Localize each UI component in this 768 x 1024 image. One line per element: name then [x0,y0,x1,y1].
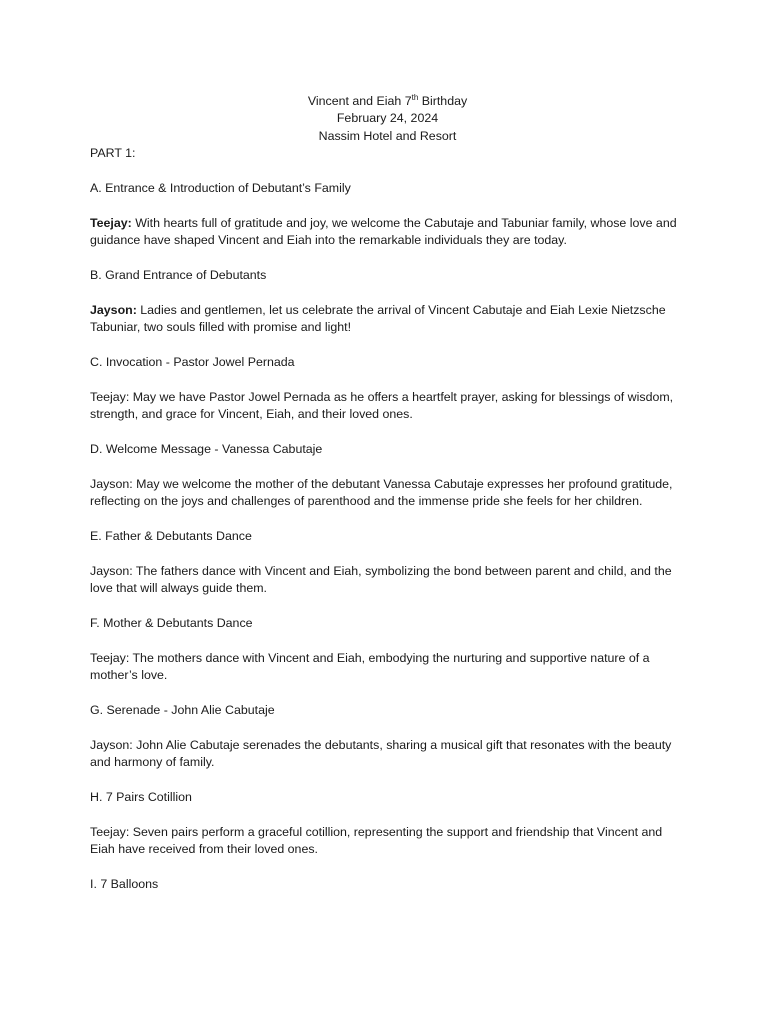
section-script-a [90,215,685,250]
section-heading-d: D. Welcome Message - Vanessa Cabutaje [90,442,323,457]
script-text: Seven pairs perform a graceful cotillion, representing the support and friendship that Vincent and Eiah have received from their loved ones. [90,824,663,857]
section-heading-h: H. 7 Pairs Cotillion [90,790,192,805]
section-heading-a: A. Entrance & Introduction of Debutant’s Family [90,181,351,196]
section-script-c [90,389,685,424]
section-script-g [90,737,685,772]
part-label: PART 1: [90,146,136,161]
script-text: May we welcome the mother of the debutant Vanessa Cabutaje expresses her profound gratitude, reflecting on the joys and challenges of parenthood and the immense pride she feels for her children. [90,476,673,509]
script-text: With hearts full of gratitude and joy, we welcome the Cabutaje and Tabuniar family, whose love and guidance have shaped Vincent and Eiah into the remarkable individuals they are today. [90,215,677,248]
section-heading-g: G. Serenade - John Alie Cabutaje [90,703,275,718]
section-script-b [90,302,685,337]
speaker-name: Jayson: [90,476,133,491]
speaker-name: Teejay: [90,389,130,404]
script-text: The fathers dance with Vincent and Eiah, symbolizing the bond between parent and child, and the love that will always guide them. [90,563,672,596]
section-heading-c: C. Invocation - Pastor Jowel Pernada [90,355,295,370]
event-date: February 24, 2024 [336,111,439,126]
script-text: Ladies and gentlemen, let us celebrate the arrival of Vincent Cabutaje and Eiah Lexie Nietzsche Tabuniar, two souls filled with promise and light! [90,302,666,335]
speaker-name: Teejay: [90,824,130,839]
section-script-e [90,563,685,598]
document-header [90,93,685,145]
section-script-d [90,476,685,511]
speaker-name: Jayson: [90,563,133,578]
section-heading-i: I. 7 Balloons [90,877,159,892]
section-script-f [90,650,685,685]
speaker-name: Jayson: [90,737,133,752]
section-heading-e: E. Father & Debutants Dance [90,529,252,544]
section-heading-f: F. Mother & Debutants Dance [90,616,253,631]
script-text: The mothers dance with Vincent and Eiah, embodying the nurturing and supportive nature of a mother’s love. [90,650,650,683]
speaker-name: Jayson: [90,302,137,317]
script-text: May we have Pastor Jowel Pernada as he offers a heartfelt prayer, asking for blessings of wisdom, strength, and grace for Vincent, Eiah, and their loved ones. [90,389,674,422]
speaker-name: Teejay: [90,215,132,230]
document-title: Vincent and Eiah 7th Birthday [307,92,468,108]
speaker-name: Teejay: [90,650,130,665]
document-body [90,93,685,911]
event-venue: Nassim Hotel and Resort [318,128,457,143]
section-script-h [90,824,685,859]
script-text: John Alie Cabutaje serenades the debutants, sharing a musical gift that resonates with the beauty and harmony of family. [90,737,672,770]
section-heading-b: B. Grand Entrance of Debutants [90,268,267,283]
